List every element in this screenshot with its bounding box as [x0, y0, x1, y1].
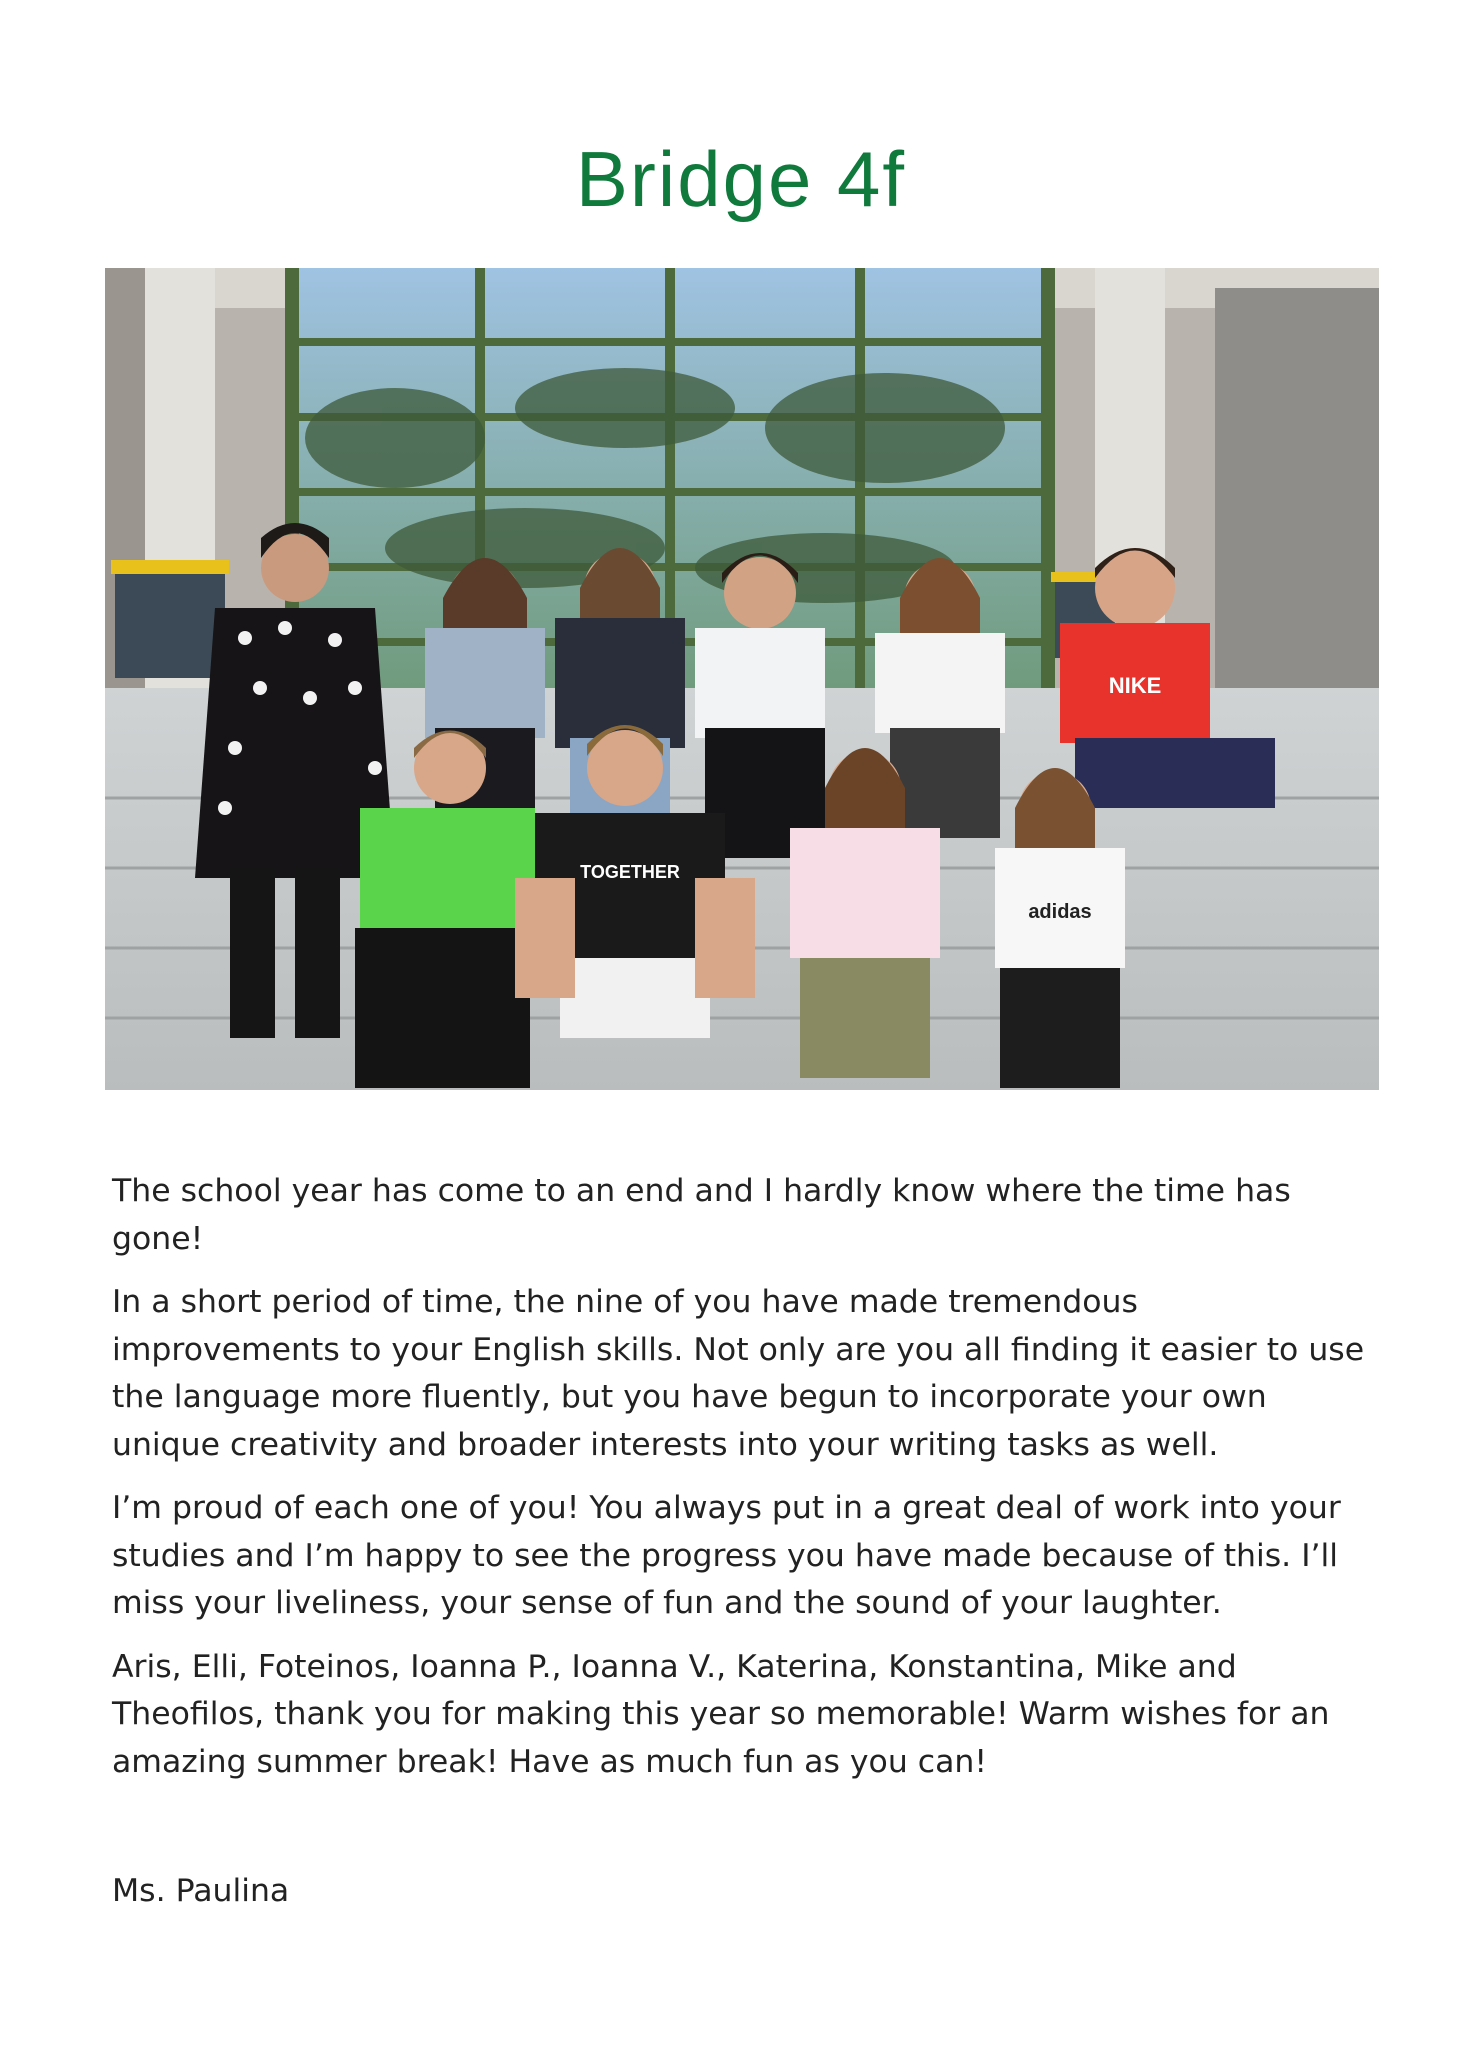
class-photo — [105, 268, 1379, 1090]
nike-shirt-text: NIKE — [1108, 673, 1162, 698]
together-shirt-text: TOGETHER — [580, 862, 680, 882]
adidas-shirt-text: adidas — [1028, 901, 1092, 923]
letter-paragraph: The school year has come to an end and I hardly know where the time has gone! — [112, 1173, 1291, 1257]
page-title: Bridge 4f — [575, 135, 907, 223]
letter-paragraph: I’m proud of each one of you! You always put in a great deal of work into your studies and I’m happy to see the progress you have made because of this. I’ll miss your liveliness, your sense of fun and the sound of your laughter. — [112, 1490, 1341, 1621]
letter-paragraph: In a short period of time, the nine of you have made tremendous improvements to your English skills. Not only are you all finding it easier to use the language more fluently, but you have begun to incorporate your own unique creativity and broader interests into your writing tasks as well. — [112, 1284, 1365, 1463]
letter-body — [112, 1168, 1372, 1802]
letter-signature: Ms. Paulina — [112, 1873, 290, 1909]
letter-paragraph: Aris, Elli, Foteinos, Ioanna P., Ioanna V., Katerina, Konstantina, Mike and Theofilos, thank you for making this year so memorable! Warm wishes for an amazing summer break! Have as much fun as you can! — [112, 1648, 1330, 1780]
